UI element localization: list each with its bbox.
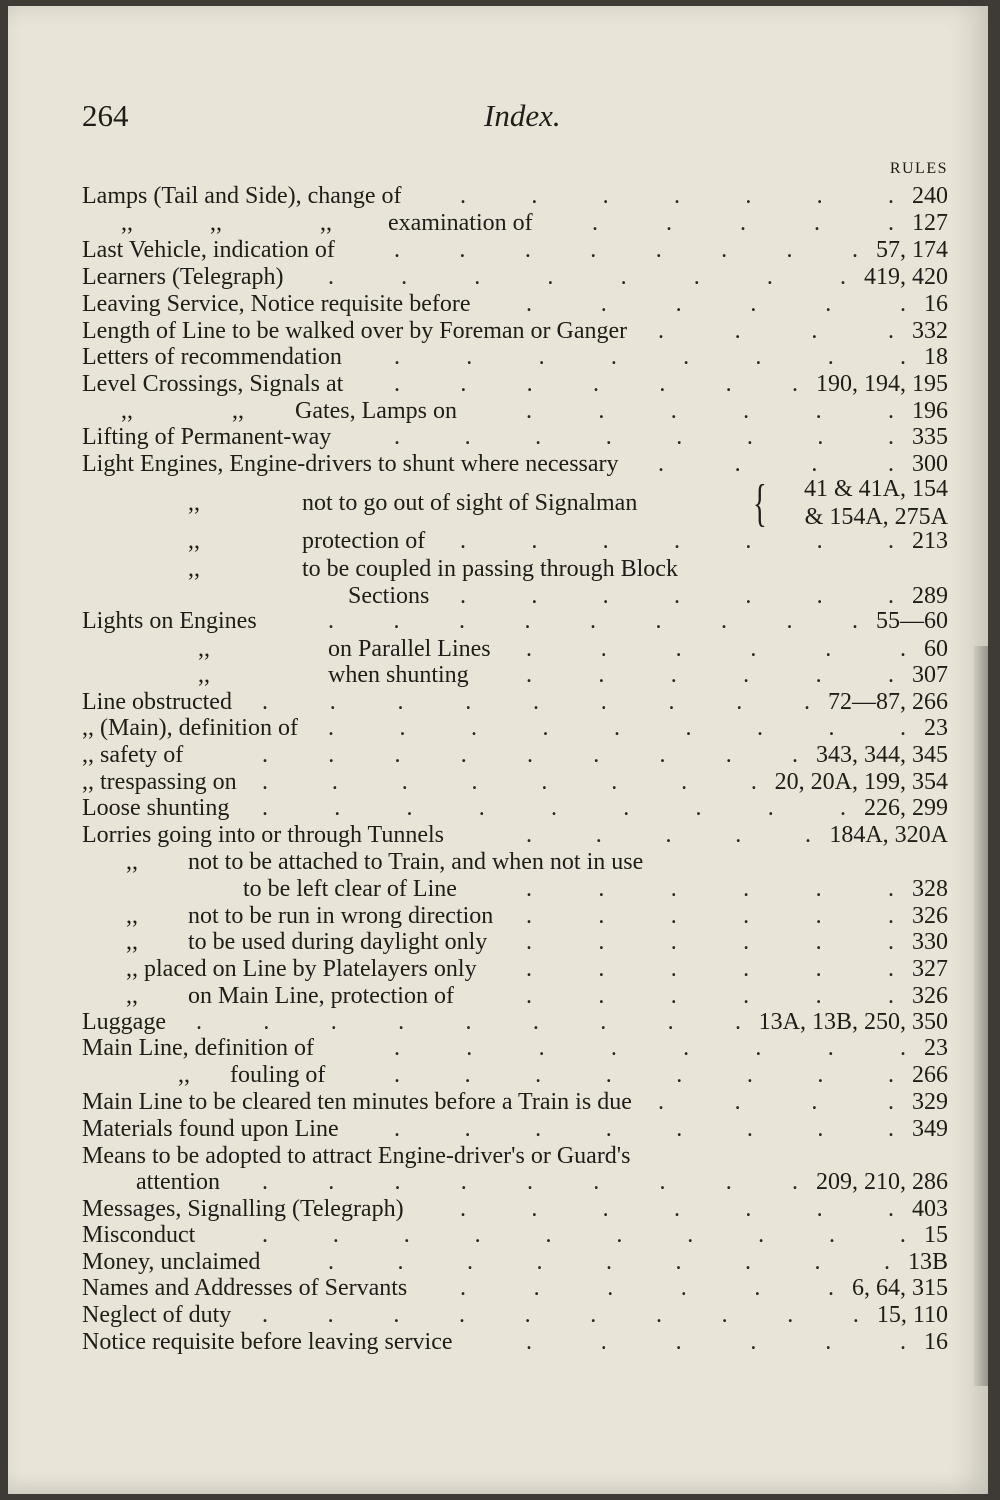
dot-leader: . . . . . . (526, 983, 894, 1009)
ditto-mark: ,, (121, 398, 133, 424)
entry-rule-numbers: 23 (924, 1035, 948, 1061)
index-entry (8, 1273, 948, 1303)
index-entry (8, 660, 948, 690)
index-entry (8, 1060, 948, 1090)
dot-leader: . . . . . . (526, 662, 894, 688)
entry-heading: Gates, Lamps on (295, 398, 457, 424)
entry-heading: Letters of recommendation (82, 344, 342, 370)
entry-heading: Leaving Service, Notice requisite before (82, 291, 471, 317)
entry-heading: Main Line to be cleared ten minutes before a Train is due (82, 1089, 632, 1115)
dot-leader: . . . . . . . . . (328, 1249, 890, 1275)
entry-heading: Length of Line to be walked over by Foreman or Ganger (82, 318, 628, 344)
entry-heading: Misconduct (82, 1222, 196, 1248)
entry-rule-numbers: 209, 210, 286 (816, 1169, 948, 1195)
entry-rule-numbers: 329 (912, 1089, 948, 1115)
dot-leader: . . . . . . . . (394, 237, 858, 263)
dot-leader: . . . . . . (526, 398, 894, 424)
entry-heading: protection of (302, 528, 426, 554)
entry-rule-numbers: 60 (924, 636, 948, 662)
entry-rule-numbers: 196 (912, 398, 948, 424)
entry-heading: ,, safety of (82, 742, 184, 768)
ditto-mark: ,, (188, 490, 200, 516)
dot-leader: . . . . . . . . . (262, 689, 810, 715)
entry-rule-numbers: 289 (912, 583, 948, 609)
entry-heading: Money, unclaimed (82, 1249, 261, 1275)
entry-heading: on Main Line, protection of (188, 983, 454, 1009)
entry-heading: to be left clear of Line (243, 876, 457, 902)
dot-leader: . . . . . . . . . . (262, 1302, 859, 1328)
entry-rule-numbers: 343, 344, 345 (816, 742, 948, 768)
index-entry (8, 181, 948, 211)
dot-leader: . . . . . . . (460, 183, 894, 209)
dot-leader: . . . . . . . (460, 528, 894, 554)
entry-heading: not to go out of sight of Signalman (302, 490, 638, 516)
dot-leader: . . . . . . . . (394, 344, 906, 370)
entry-heading: Last Vehicle, indication of (82, 237, 335, 263)
entry-heading: Notice requisite before leaving service (82, 1329, 453, 1355)
dot-leader: . . . . . . . (460, 583, 894, 609)
entry-heading: Neglect of duty (82, 1302, 232, 1328)
dot-leader: . . . . . . . . . (328, 608, 858, 634)
index-entry (8, 289, 948, 319)
rules-column-label: RULES (889, 160, 948, 177)
entry-heading: Line obstructed (82, 689, 232, 715)
index-entry (8, 342, 948, 372)
entry-rule-numbers: 20, 20A, 199, 354 (774, 769, 948, 795)
entry-rule-numbers: 13A, 13B, 250, 350 (758, 1009, 948, 1035)
index-entry (8, 793, 948, 823)
dot-leader: . . . . . . . . (394, 1062, 894, 1088)
index-entry (8, 954, 948, 984)
dot-leader: . . . . (658, 1089, 894, 1115)
dot-leader: . . . . . . (526, 876, 894, 902)
dot-leader: . . . . . . (526, 636, 906, 662)
entry-rule-numbers: 72—87, 266 (828, 689, 948, 715)
dot-leader: . . . . . . (526, 1329, 906, 1355)
entry-rule-numbers: 419, 420 (864, 264, 948, 290)
index-entry (8, 713, 948, 743)
entry-rule-numbers: 300 (912, 451, 948, 477)
index-entry (8, 1327, 948, 1357)
entry-rule-numbers: 213 (912, 528, 948, 554)
entry-rule-numbers: 13B (907, 1249, 948, 1275)
entry-rule-numbers: 226, 299 (864, 795, 948, 821)
ditto-mark: ,, (198, 662, 210, 688)
entry-heading: attention (136, 1169, 220, 1195)
dot-leader: . . . . . . . (394, 371, 798, 397)
entry-heading: ,, (Main), definition of (82, 715, 298, 741)
entry-heading: Lights on Engines (82, 608, 257, 634)
dot-leader: . . . . . . . . . (262, 795, 846, 821)
entry-rule-numbers-line2: & 154A, 275A (804, 504, 948, 530)
entry-rule-numbers: 16 (924, 291, 948, 317)
entry-heading: to be used during daylight only (188, 929, 488, 955)
entry-rule-numbers: 190, 194, 195 (816, 371, 948, 397)
dot-leader: . . . . . . . . . (328, 715, 906, 741)
entry-rule-numbers: 330 (912, 929, 948, 955)
dot-leader: . . . . . (526, 822, 811, 848)
dot-leader: . . . . (658, 451, 894, 477)
index-entry (8, 874, 948, 904)
dot-leader: . . . . . . . . . (262, 1169, 798, 1195)
entry-heading: Messages, Signalling (Telegraph) (82, 1196, 404, 1222)
entry-rule-numbers: 327 (912, 956, 948, 982)
dot-leader: . . . . . . (526, 291, 906, 317)
dot-leader: . . . . . . . . (394, 424, 894, 450)
ditto-mark: ,, (198, 636, 210, 662)
entry-rule-numbers: 403 (912, 1196, 948, 1222)
dot-leader: . . . . . . . . (328, 264, 846, 290)
index-entry (8, 820, 948, 850)
index-entry (8, 422, 948, 452)
ditto-mark: ,, (178, 1062, 190, 1088)
entry-heading: Main Line, definition of (82, 1035, 314, 1061)
running-head-title: Index. (484, 98, 561, 133)
dot-leader: . . . . (658, 318, 894, 344)
dot-leader: . . . . . . . . (394, 1035, 906, 1061)
page-edge-shadow (974, 646, 988, 1386)
entry-heading: Materials found upon Line (82, 1116, 339, 1142)
entry-rule-numbers: 326 (912, 903, 948, 929)
ditto-mark: ,, (232, 398, 244, 424)
index-entry (8, 1087, 948, 1117)
index-entry (8, 740, 948, 770)
dot-leader: . . . . . . . . . . (262, 1222, 906, 1248)
entry-heading: not to be attached to Train, and when not in use (188, 849, 644, 875)
entry-heading: ,, placed on Line by Platelayers only (126, 956, 477, 982)
dot-leader: . . . . . . (526, 903, 894, 929)
entry-heading: not to be run in wrong direction (188, 903, 494, 929)
entry-rule-numbers: 326 (912, 983, 948, 1009)
dot-leader: . . . . . . (526, 956, 894, 982)
index-entry (8, 847, 948, 877)
entry-heading: Lamps (Tail and Side), change of (82, 183, 402, 209)
index-entry (8, 1220, 948, 1250)
entry-rule-numbers: 57, 174 (876, 237, 948, 263)
entry-rule-numbers: 240 (912, 183, 948, 209)
ditto-mark: ,, (126, 983, 138, 1009)
entry-heading: Lifting of Permanent-way (82, 424, 332, 450)
ditto-mark: ,, (126, 903, 138, 929)
ditto-mark: ,, (320, 210, 332, 236)
entry-heading: Lorries going into or through Tunnels (82, 822, 445, 848)
entry-rule-numbers: 332 (912, 318, 948, 344)
entry-heading: Luggage (82, 1009, 166, 1035)
entry-heading: Means to be adopted to attract Engine-driver's or Guard's (82, 1143, 631, 1169)
entry-heading: Loose shunting (82, 795, 230, 821)
entry-rule-numbers: 127 (912, 210, 948, 236)
entry-heading: Sections (348, 583, 430, 609)
index-entry (8, 369, 948, 399)
entry-heading: when shunting (328, 662, 469, 688)
dot-leader: . . . . . (592, 210, 894, 236)
page-number: 264 (82, 98, 129, 133)
entry-heading: Learners (Telegraph) (82, 264, 284, 290)
entry-rule-numbers: 266 (912, 1062, 948, 1088)
entry-rule-numbers: 335 (912, 424, 948, 450)
entry-heading: Light Engines, Engine-drivers to shunt where necessary (82, 451, 619, 477)
entry-rule-numbers: 55—60 (876, 608, 948, 634)
entry-heading: ,, trespassing on (82, 769, 237, 795)
entry-rule-numbers: 328 (912, 876, 948, 902)
book-page (8, 6, 988, 1494)
dot-leader: . . . . . . (526, 929, 894, 955)
dot-leader: . . . . . . . (460, 1196, 894, 1222)
index-entry (8, 1167, 948, 1197)
entry-rule-numbers-line1: 41 & 41A, 154 (804, 476, 948, 502)
dot-leader: . . . . . . . . . (262, 742, 798, 768)
entry-heading: Names and Addresses of Servants (82, 1275, 408, 1301)
entry-rule-numbers: 16 (924, 1329, 948, 1355)
ditto-mark: ,, (188, 528, 200, 554)
index-entry (8, 208, 948, 238)
index-entry (8, 606, 948, 636)
index-entry (8, 927, 948, 957)
dot-leader: . . . . . . . . (262, 769, 757, 795)
entry-rule-numbers: 15, 110 (876, 1302, 948, 1328)
index-entry (8, 262, 948, 292)
entry-rule-numbers: 184A, 320A (829, 822, 948, 848)
ditto-mark: ,, (126, 849, 138, 875)
index-entry (8, 1300, 948, 1330)
entry-heading: examination of (388, 210, 533, 236)
dot-leader: . . . . . . . . . (196, 1009, 741, 1035)
entry-heading: fouling of (230, 1062, 326, 1088)
ditto-mark: ,, (210, 210, 222, 236)
entry-heading: on Parallel Lines (328, 636, 491, 662)
entry-heading: Level Crossings, Signals at (82, 371, 344, 397)
ditto-mark: ,, (188, 556, 200, 582)
index-entry (8, 1114, 948, 1144)
brace-bracket: { (753, 475, 767, 532)
entry-heading: to be coupled in passing through Block (302, 556, 678, 582)
entry-rule-numbers: 349 (912, 1116, 948, 1142)
index-entry (8, 554, 948, 584)
ditto-mark: ,, (121, 210, 133, 236)
index-entry (8, 235, 948, 265)
entry-rule-numbers: 23 (924, 715, 948, 741)
entry-rule-numbers: 15 (924, 1222, 948, 1248)
ditto-mark: ,, (126, 929, 138, 955)
dot-leader: . . . . . . . . (394, 1116, 894, 1142)
index-entry (8, 1033, 948, 1063)
entry-rule-numbers: 18 (924, 344, 948, 370)
entry-rule-numbers: 6, 64, 315 (852, 1275, 948, 1301)
entry-rule-numbers: 307 (912, 662, 948, 688)
dot-leader: . . . . . . (460, 1275, 834, 1301)
